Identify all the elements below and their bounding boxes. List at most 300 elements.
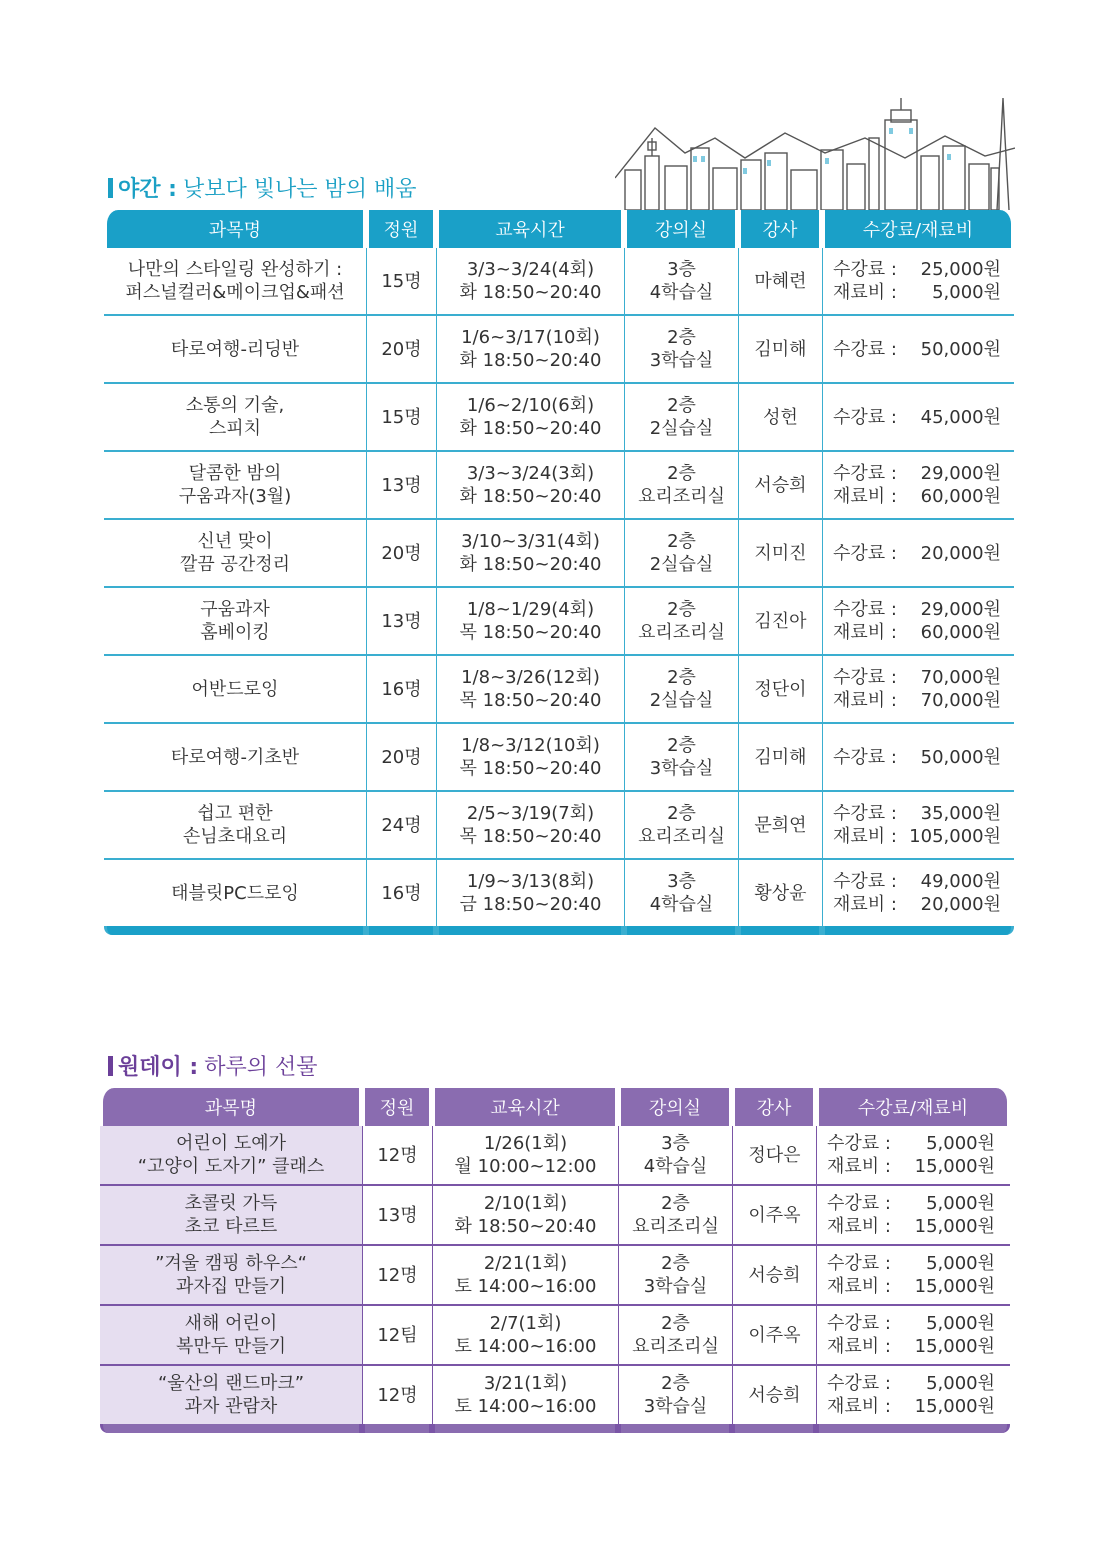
course-name-line: 과자집 만들기	[175, 1276, 287, 1297]
schedule-line: 화 18:50~20:40	[459, 350, 602, 371]
course-name-line: 구움과자(3월)	[178, 486, 292, 507]
classroom-line: 2층	[667, 667, 696, 688]
fee-amount: 5,000원	[926, 1313, 995, 1334]
classroom-line: 2층	[667, 531, 696, 552]
fee-line	[833, 485, 1001, 508]
course-name-line: 퍼스널컬러&메이크업&패션	[125, 282, 345, 303]
course-name	[100, 1184, 362, 1244]
capacity: 13명	[362, 1184, 432, 1244]
fee-cell	[822, 518, 1014, 586]
fee-amount: 49,000원	[920, 871, 1001, 892]
fee-cell	[816, 1126, 1010, 1184]
schedule-line: 1/26(1회)	[483, 1133, 568, 1154]
fee-label: 재료비 :	[833, 622, 897, 643]
course-name	[104, 586, 366, 654]
fee-amount: 29,000원	[920, 463, 1001, 484]
table-footer-cap	[822, 926, 1014, 935]
fee-label: 재료비 :	[833, 690, 897, 711]
table-row	[100, 1184, 1010, 1244]
table-footer-row	[100, 1424, 1010, 1433]
classroom-line: 요리조리실	[638, 486, 725, 507]
classroom	[618, 1184, 732, 1244]
table-header-row	[100, 1088, 1010, 1126]
teacher: 정단이	[738, 654, 822, 722]
schedule	[436, 450, 624, 518]
fee-line	[827, 1372, 995, 1395]
table-row	[104, 654, 1014, 722]
fee-label: 수강료 :	[833, 803, 897, 824]
table-row	[104, 248, 1014, 314]
course-name-line: 어반드로잉	[191, 678, 279, 700]
course-name	[100, 1364, 362, 1424]
fee-cell	[822, 382, 1014, 450]
fee-amount: 5,000원	[926, 1373, 995, 1394]
classroom-line: 2층	[661, 1253, 690, 1274]
schedule	[436, 314, 624, 382]
fee-line	[833, 666, 1001, 689]
table-footer-cap	[738, 926, 822, 935]
table-footer-cap	[816, 1424, 1010, 1433]
fee-line	[833, 462, 1001, 485]
schedule	[436, 518, 624, 586]
schedule	[432, 1244, 618, 1304]
fee-line	[833, 338, 1001, 361]
classroom-line: 3층	[667, 259, 696, 280]
schedule-line: 목 18:50~20:40	[459, 758, 602, 779]
schedule-line: 월 10:00~12:00	[454, 1156, 597, 1177]
fee-label: 재료비 :	[827, 1156, 891, 1177]
fee-label: 수강료 :	[833, 338, 897, 360]
schedule-line: 3/3~3/24(3회)	[466, 463, 595, 484]
teacher: 황상윤	[738, 858, 822, 926]
classroom-line: 요리조리실	[638, 826, 725, 847]
table-row	[104, 722, 1014, 790]
header-capacity: 정원	[362, 1088, 432, 1126]
course-name	[100, 1126, 362, 1184]
course-name-line: 달콤한 밤의	[188, 463, 282, 484]
fee-label: 수강료 :	[827, 1373, 891, 1394]
schedule-line: 금 18:50~20:40	[459, 894, 602, 915]
classroom	[624, 518, 738, 586]
fee-cell	[816, 1184, 1010, 1244]
table-footer-cap	[732, 1424, 816, 1433]
capacity: 12명	[362, 1126, 432, 1184]
course-name-line: 스피치	[208, 418, 262, 439]
classroom	[624, 248, 738, 314]
table-row	[104, 382, 1014, 450]
course-name-line: 구움과자	[200, 599, 270, 620]
teacher: 김미해	[738, 722, 822, 790]
schedule	[436, 586, 624, 654]
fee-line	[833, 621, 1001, 644]
fee-label: 수강료 :	[833, 667, 897, 688]
fee-amount: 35,000원	[920, 803, 1001, 824]
table-footer-cap	[432, 1424, 618, 1433]
oneday-section-title	[108, 1050, 317, 1081]
table-footer-cap	[436, 926, 624, 935]
course-name-line: 초콜릿 가득	[184, 1193, 278, 1214]
night-title-head: 야간 :	[118, 177, 177, 202]
capacity: 20명	[366, 314, 436, 382]
course-name-line: 홈베이킹	[200, 622, 270, 643]
schedule	[436, 382, 624, 450]
fee-line	[827, 1132, 995, 1155]
fee-cell	[822, 314, 1014, 382]
classroom-line: 2층	[667, 463, 696, 484]
teacher: 이주옥	[732, 1304, 816, 1364]
fee-amount: 5,000원	[932, 282, 1001, 303]
schedule	[436, 858, 624, 926]
classroom	[624, 450, 738, 518]
course-name-line: 태블릿PC드로잉	[171, 882, 299, 904]
fee-amount: 5,000원	[926, 1193, 995, 1214]
fee-label: 수강료 :	[833, 463, 897, 484]
fee-line	[827, 1312, 995, 1335]
table-row	[104, 858, 1014, 926]
classroom-line: 4학습실	[649, 894, 714, 915]
course-name-line: 타로여행-기초반	[170, 746, 300, 768]
schedule	[436, 790, 624, 858]
table-footer-cap	[624, 926, 738, 935]
fee-line	[827, 1335, 995, 1358]
schedule-line: 토 14:00~16:00	[454, 1336, 597, 1357]
oneday-class-table	[100, 1088, 1010, 1433]
classroom-line: 요리조리실	[632, 1336, 719, 1357]
fee-amount: 5,000원	[926, 1133, 995, 1154]
classroom-line: 2층	[667, 735, 696, 756]
fee-amount: 25,000원	[920, 259, 1001, 280]
fee-label: 수강료 :	[833, 599, 897, 620]
fee-amount: 15,000원	[914, 1336, 995, 1357]
header-teacher: 강사	[738, 210, 822, 248]
classroom	[624, 654, 738, 722]
teacher: 서승희	[732, 1364, 816, 1424]
fee-label: 재료비 :	[833, 826, 897, 847]
fee-amount: 29,000원	[920, 599, 1001, 620]
classroom-line: 4학습실	[643, 1156, 708, 1177]
capacity: 12명	[362, 1364, 432, 1424]
header-fee: 수강료/재료비	[816, 1088, 1010, 1126]
schedule-line: 1/8~1/29(4회)	[466, 599, 595, 620]
course-name	[100, 1244, 362, 1304]
night-section-title	[108, 172, 416, 203]
schedule-line: 2/5~3/19(7회)	[466, 803, 595, 824]
classroom-line: 3층	[667, 871, 696, 892]
classroom-line: 3학습실	[649, 758, 714, 779]
classroom-line: 요리조리실	[632, 1216, 719, 1237]
schedule-line: 1/6~3/17(10회)	[461, 327, 600, 348]
table-footer-row	[104, 926, 1014, 935]
night-class-table	[104, 210, 1014, 935]
capacity: 12명	[362, 1244, 432, 1304]
fee-amount: 105,000원	[909, 826, 1001, 847]
teacher: 정다은	[732, 1126, 816, 1184]
fee-amount: 15,000원	[914, 1276, 995, 1297]
fee-amount: 50,000원	[920, 746, 1001, 768]
course-name-line: 타로여행-리딩반	[170, 338, 300, 360]
table-footer-cap	[618, 1424, 732, 1433]
classroom-line: 3학습실	[649, 350, 714, 371]
classroom-line: 요리조리실	[638, 622, 725, 643]
fee-cell	[822, 586, 1014, 654]
header-teacher: 강사	[732, 1088, 816, 1126]
table-row	[100, 1244, 1010, 1304]
course-name-line: 과자 관람차	[184, 1396, 278, 1417]
table-footer-cap	[366, 926, 436, 935]
schedule-line: 화 18:50~20:40	[459, 418, 602, 439]
table-footer-cap	[104, 926, 366, 935]
teacher: 이주옥	[732, 1184, 816, 1244]
fee-amount: 20,000원	[920, 894, 1001, 915]
fee-amount: 20,000원	[920, 542, 1001, 564]
capacity: 13명	[366, 450, 436, 518]
schedule-line: 1/9~3/13(8회)	[466, 871, 595, 892]
classroom	[624, 722, 738, 790]
classroom	[618, 1244, 732, 1304]
fee-amount: 60,000원	[920, 486, 1001, 507]
table-row	[104, 450, 1014, 518]
schedule-line: 화 18:50~20:40	[459, 486, 602, 507]
header-capacity: 정원	[366, 210, 436, 248]
fee-cell	[822, 722, 1014, 790]
header-schedule: 교육시간	[432, 1088, 618, 1126]
course-name	[104, 654, 366, 722]
fee-cell	[822, 248, 1014, 314]
classroom-line: 2층	[661, 1373, 690, 1394]
fee-line	[833, 689, 1001, 712]
header-room: 강의실	[618, 1088, 732, 1126]
fee-line	[833, 281, 1001, 304]
oneday-title-sub: 하루의 선물	[204, 1055, 318, 1080]
fee-label: 수강료 :	[827, 1133, 891, 1154]
classroom-line: 2층	[667, 395, 696, 416]
fee-line	[833, 870, 1001, 893]
table-footer-cap	[362, 1424, 432, 1433]
schedule-line: 1/8~3/26(12회)	[461, 667, 600, 688]
course-name	[104, 248, 366, 314]
schedule-line: 목 18:50~20:40	[459, 622, 602, 643]
fee-cell	[822, 790, 1014, 858]
fee-label: 재료비 :	[827, 1216, 891, 1237]
course-name	[104, 858, 366, 926]
fee-label: 재료비 :	[827, 1336, 891, 1357]
classroom-line: 3학습실	[643, 1276, 708, 1297]
capacity: 16명	[366, 654, 436, 722]
schedule-line: 2/21(1회)	[483, 1253, 568, 1274]
fee-line	[827, 1192, 995, 1215]
capacity: 12팀	[362, 1304, 432, 1364]
fee-amount: 5,000원	[926, 1253, 995, 1274]
header-schedule: 교육시간	[436, 210, 624, 248]
schedule-line: 2/10(1회)	[483, 1193, 568, 1214]
course-name-line: “울산의 랜드마크”	[157, 1373, 305, 1394]
fee-label: 수강료 :	[833, 871, 897, 892]
fee-amount: 15,000원	[914, 1156, 995, 1177]
capacity: 20명	[366, 722, 436, 790]
header-room: 강의실	[624, 210, 738, 248]
classroom-line: 2층	[661, 1193, 690, 1214]
schedule	[432, 1304, 618, 1364]
fee-line	[827, 1275, 995, 1298]
night-title-sub: 낮보다 빛나는 밤의 배움	[182, 177, 417, 202]
schedule-line: 토 14:00~16:00	[454, 1276, 597, 1297]
title-marker	[108, 178, 113, 198]
table-row	[100, 1304, 1010, 1364]
course-name-line: 소통의 기술,	[185, 395, 285, 416]
course-name-line: 복만두 만들기	[175, 1336, 287, 1357]
classroom-line: 3학습실	[643, 1396, 708, 1417]
course-name-line: 쉽고 편한	[197, 803, 273, 824]
fee-line	[827, 1252, 995, 1275]
table-row	[104, 314, 1014, 382]
table-row	[104, 586, 1014, 654]
table-header-row	[104, 210, 1014, 248]
fee-label: 수강료 :	[833, 542, 897, 564]
course-name-line: 새해 어린이	[184, 1313, 278, 1334]
schedule-line: 3/21(1회)	[483, 1373, 568, 1394]
course-name-line: 초코 타르트	[184, 1216, 278, 1237]
capacity: 24명	[366, 790, 436, 858]
course-name	[104, 722, 366, 790]
fee-amount: 50,000원	[920, 338, 1001, 360]
course-name	[104, 382, 366, 450]
course-name-line: ”겨울 캠핑 하우스“	[155, 1253, 307, 1274]
header-course: 과목명	[100, 1088, 362, 1126]
schedule	[436, 654, 624, 722]
classroom	[624, 858, 738, 926]
capacity: 16명	[366, 858, 436, 926]
fee-line	[833, 746, 1001, 769]
classroom	[624, 314, 738, 382]
schedule-line: 화 18:50~20:40	[459, 554, 602, 575]
schedule-line: 화 18:50~20:40	[459, 282, 602, 303]
course-name	[100, 1304, 362, 1364]
capacity: 13명	[366, 586, 436, 654]
header-fee: 수강료/재료비	[822, 210, 1014, 248]
teacher: 김진아	[738, 586, 822, 654]
city-skyline-illustration	[615, 98, 1015, 210]
fee-label: 수강료 :	[827, 1193, 891, 1214]
table-row	[104, 790, 1014, 858]
table-row	[104, 518, 1014, 586]
fee-line	[833, 406, 1001, 429]
fee-amount: 70,000원	[920, 667, 1001, 688]
course-name-line: 신년 맞이	[197, 531, 273, 552]
schedule	[432, 1184, 618, 1244]
fee-label: 재료비 :	[827, 1396, 891, 1417]
classroom-line: 4학습실	[649, 282, 714, 303]
classroom	[624, 790, 738, 858]
fee-amount: 45,000원	[920, 406, 1001, 428]
fee-cell	[822, 450, 1014, 518]
fee-label: 재료비 :	[833, 894, 897, 915]
capacity: 15명	[366, 382, 436, 450]
fee-amount: 60,000원	[920, 622, 1001, 643]
classroom-line: 3층	[661, 1133, 690, 1154]
fee-line	[827, 1215, 995, 1238]
schedule-line: 2/7(1회)	[489, 1313, 562, 1334]
course-name-line: 어린이 도예가	[175, 1133, 287, 1154]
schedule	[432, 1364, 618, 1424]
classroom-line: 2실습실	[649, 418, 714, 439]
header-course: 과목명	[104, 210, 366, 248]
fee-cell	[816, 1304, 1010, 1364]
fee-label: 수강료 :	[827, 1253, 891, 1274]
course-name	[104, 450, 366, 518]
fee-label: 수강료 :	[833, 259, 897, 280]
title-marker	[108, 1056, 113, 1076]
fee-cell	[822, 654, 1014, 722]
fee-cell	[816, 1244, 1010, 1304]
classroom-line: 2층	[667, 803, 696, 824]
schedule-line: 1/6~2/10(6회)	[466, 395, 595, 416]
classroom	[624, 586, 738, 654]
course-name-line: 깔끔 공간정리	[179, 554, 291, 575]
schedule	[436, 722, 624, 790]
fee-line	[833, 258, 1001, 281]
teacher: 서승희	[732, 1244, 816, 1304]
fee-line	[827, 1395, 995, 1418]
classroom-line: 2실습실	[649, 690, 714, 711]
course-name-line: “고양이 도자기” 클래스	[137, 1156, 325, 1177]
course-name	[104, 518, 366, 586]
schedule-line: 3/3~3/24(4회)	[466, 259, 595, 280]
fee-cell	[816, 1364, 1010, 1424]
teacher: 성헌	[738, 382, 822, 450]
classroom-line: 2층	[667, 327, 696, 348]
fee-label: 재료비 :	[833, 486, 897, 507]
fee-label: 수강료 :	[827, 1313, 891, 1334]
schedule-line: 목 18:50~20:40	[459, 690, 602, 711]
fee-label: 수강료 :	[833, 746, 897, 768]
fee-label: 수강료 :	[833, 406, 897, 428]
classroom	[624, 382, 738, 450]
schedule	[432, 1126, 618, 1184]
oneday-title-head: 원데이 :	[118, 1055, 199, 1080]
schedule-line: 목 18:50~20:40	[459, 826, 602, 847]
fee-line	[833, 542, 1001, 565]
fee-amount: 15,000원	[914, 1216, 995, 1237]
schedule-line: 토 14:00~16:00	[454, 1396, 597, 1417]
fee-amount: 70,000원	[920, 690, 1001, 711]
fee-label: 재료비 :	[827, 1276, 891, 1297]
schedule	[436, 248, 624, 314]
teacher: 김미해	[738, 314, 822, 382]
classroom	[618, 1364, 732, 1424]
teacher: 지미진	[738, 518, 822, 586]
fee-line	[833, 893, 1001, 916]
schedule-line: 화 18:50~20:40	[454, 1216, 597, 1237]
fee-line	[833, 825, 1001, 848]
classroom	[618, 1126, 732, 1184]
course-name-line: 나만의 스타일링 완성하기 :	[127, 259, 343, 280]
classroom-line: 2실습실	[649, 554, 714, 575]
course-name	[104, 314, 366, 382]
course-name-line: 손님초대요리	[182, 826, 288, 847]
teacher: 문희연	[738, 790, 822, 858]
table-footer-cap	[100, 1424, 362, 1433]
fee-cell	[822, 858, 1014, 926]
classroom	[618, 1304, 732, 1364]
schedule-line: 3/10~3/31(4회)	[461, 531, 600, 552]
schedule-line: 1/8~3/12(10회)	[461, 735, 600, 756]
fee-line	[833, 802, 1001, 825]
classroom-line: 2층	[667, 599, 696, 620]
fee-line	[833, 598, 1001, 621]
course-name	[104, 790, 366, 858]
capacity: 15명	[366, 248, 436, 314]
fee-label: 재료비 :	[833, 282, 897, 303]
